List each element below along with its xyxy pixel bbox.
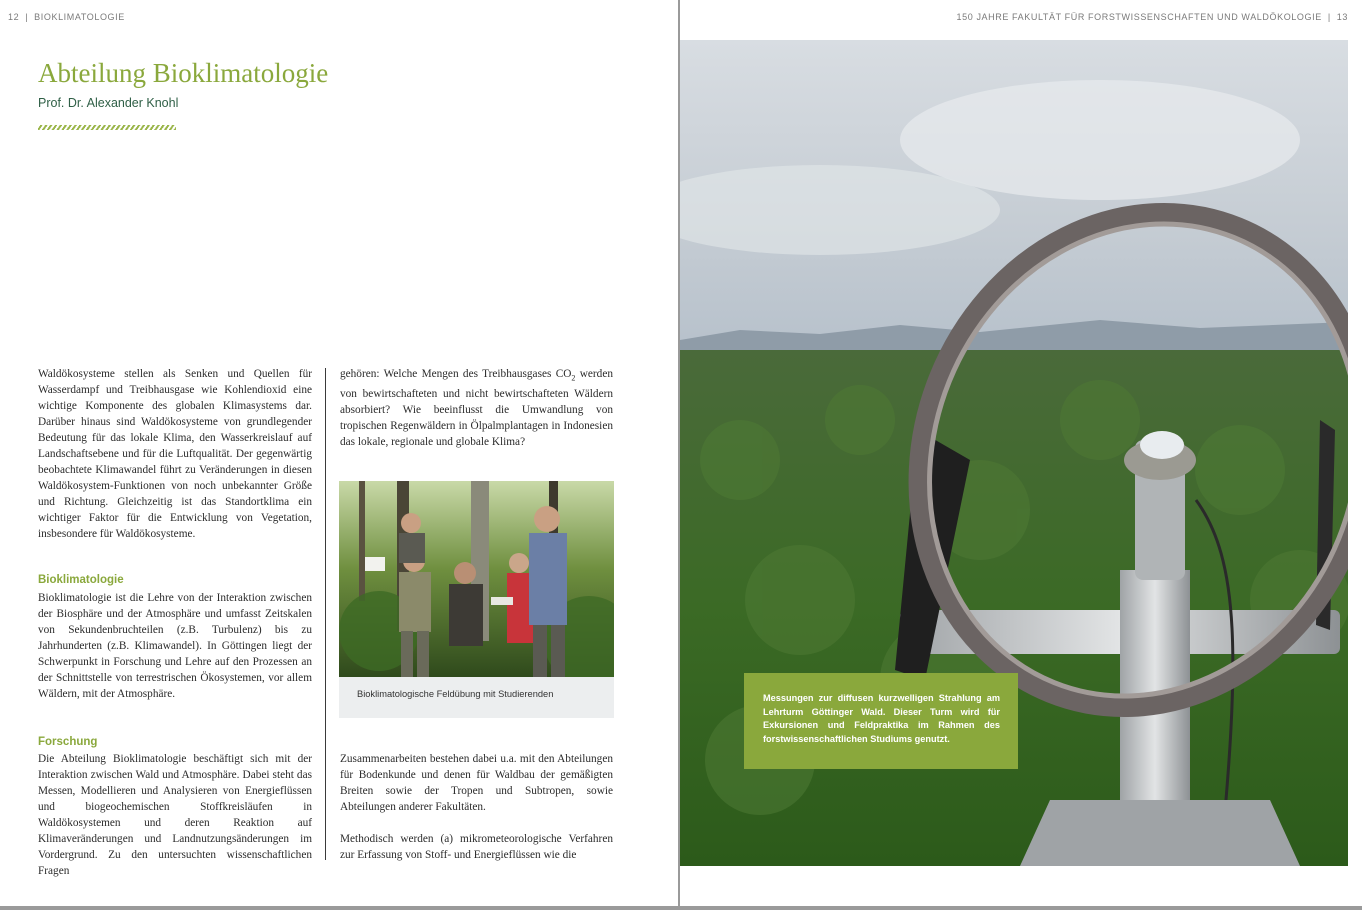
column2-paragraph-methods: Methodisch werden (a) mikrometeorologische Verfahren zur Erfassung von Stoff- und Energieflüssen wie die [340,833,613,861]
co2-subscript: 2 [571,373,576,383]
left-page [0,0,678,908]
publication-title: 150 JAHRE FAKULTÄT FÜR FORSTWISSENSCHAFTEN UND WALDÖKOLOGIE [956,12,1322,22]
right-running-header: 150 JAHRE FAKULTÄT FÜR FORSTWISSENSCHAFTEN UND WALDÖKOLOGIE | 13 [956,12,1348,22]
left-running-header: 12 | BIOKLIMATOLOGIE [8,12,125,22]
column-divider [325,368,326,860]
article-author: Prof. Dr. Alexander Knohl [38,96,179,110]
bottom-edge-line [0,906,1362,910]
tower-photo-caption: Messungen zur diffusen kurzwelligen Strahlung am Lehrturm Göttinger Wald. Dieser Turm wird für Exkursionen und Feldpraktika im Rahmen des forstwissenschaftlichen Studiums genutzt. [744,673,1018,769]
intro-paragraph: Waldökosysteme stellen als Senken und Quellen für Wasserdampf und Treibhausgase wie Kohlendioxid eine wichtige Komponente des globalen Klimasystems dar. Darüber hinaus sind Waldökosysteme von grundlegender Bedeutung für das lokale Klima, den Wasserkreislauf auf Landschaftsebene und für die Luftqualität. Der gegenwärtig beobachtete Klimawandel führt zu Veränderungen in diesen Waldökosystem-Funktionen von noch unbekannter Größe und Richtung. Gleichzeitig ist das Standortklima ein wichtiger Faktor für die Entwicklung von Vegetation, insbesondere für Waldökosysteme. [38,368,312,540]
field-exercise-figure [339,481,614,718]
article-title: Abteilung Bioklimatologie [38,58,329,88]
section-text-bioklimatologie: Bioklimatologie ist die Lehre von der Interaktion zwischen der Biosphäre und der Atmosphäre und umfasst Zeitskalen von Sekundenbruchteilen (z.B. Turbulenz) bis zu Jahrhunderten (z.B. Klimawandel). In Göttingen liegt der Schwerpunkt in Forschung und Lehre auf den Prozessen an der Schnittstelle von terrestrischen Ökosystemen, vor allem Wäldern, mit der Atmosphäre. [38,592,312,700]
section-heading-forschung: Forschung [38,736,98,748]
right-page [680,0,1362,908]
left-section-label: BIOKLIMATOLOGIE [34,12,125,22]
column2-paragraph-collaborations: Zusammenarbeiten bestehen dabei u.a. mit den Abteilungen für Bodenkunde und denen für Waldbau der gemäßigten Breiten sowie der Tropen und Subtropen, sowie Abteilungen anderer Fakultäten. [340,753,613,813]
section-text-forschung: Die Abteilung Bioklimatologie beschäftigt sich mit der Interaktion zwischen Wald und Atmosphäre. Dabei steht das Messen, Modellieren und Analysieren von Energieflüssen und biogeochemischen Stoffkreisläufen in Waldökosystemen und deren Reaktion auf Klimaveränderungen und Landnutzungsänderungen im Vordergrund. Zu den untersuchten wissenschaftlichen Fragen [38,753,312,877]
left-page-number: 12 [8,12,20,22]
decorative-hatch-rule [38,125,176,130]
section-heading-bioklimatologie: Bioklimatologie [38,574,124,586]
right-page-number: 13 [1336,12,1348,22]
small-photo-caption: Bioklimatologische Feldübung mit Studierenden [357,689,554,699]
column2-paragraph-questions: gehören: Welche Mengen des Treibhausgases $CO_2$ werden von bewirtschafteten und nicht bewirtschafteten Wäldern absorbiert? Wie beeinflusst die Umwandlung von tropischen Regenwäldern in Ölpalmplantagen in Indonesien das lokale, regionale und globale Klima? [340,368,613,449]
field-exercise-photo [339,481,614,677]
